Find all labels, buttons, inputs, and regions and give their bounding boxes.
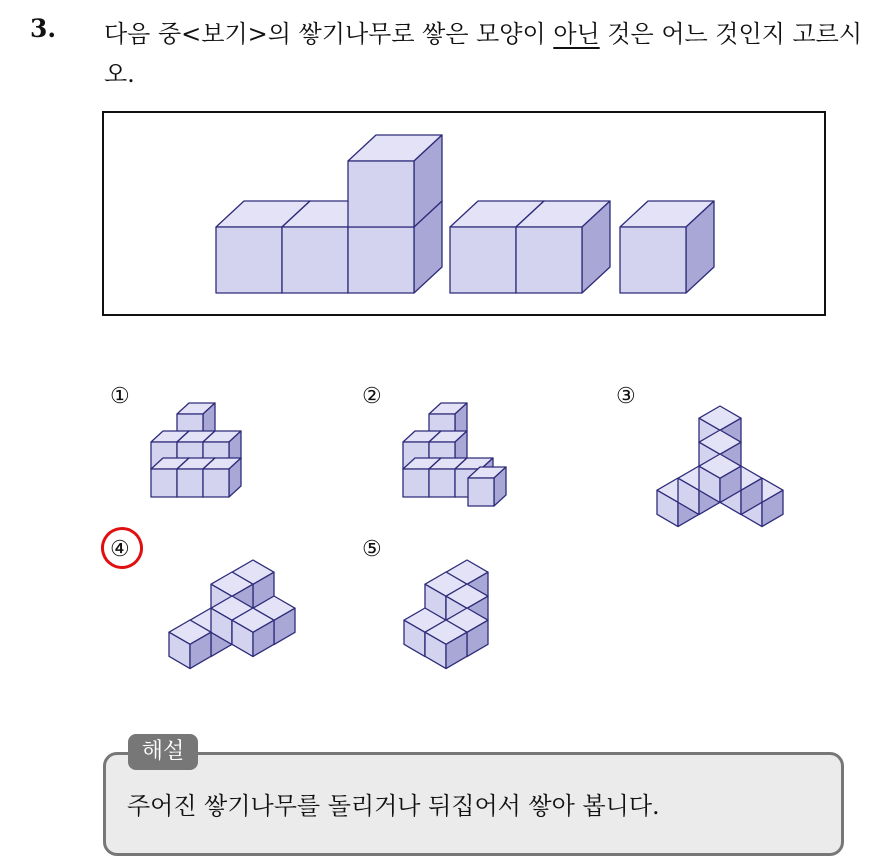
question-number: 3. xyxy=(30,14,57,43)
piece-b-cube-1-front xyxy=(450,227,516,293)
option-2-figure xyxy=(403,403,506,506)
option-5-figure xyxy=(404,560,488,669)
option-1-figure xyxy=(151,403,241,497)
example-cube-pieces xyxy=(216,135,714,293)
piece-a-cube-4-front xyxy=(348,161,414,227)
option-4-label[interactable]: ④ xyxy=(110,537,130,562)
explanation-text: 주어진 쌓기나무를 돌리거나 뒤집어서 쌓아 봅니다. xyxy=(127,792,660,820)
o2-c4-front xyxy=(403,469,429,497)
o2-c7-front xyxy=(468,478,494,506)
question-text-part2: 것은 어느 것인지 고르시오. xyxy=(104,20,863,88)
option-4-figure xyxy=(169,560,295,669)
option-5-label[interactable]: ⑤ xyxy=(362,537,382,562)
piece-b-cube-2-front xyxy=(516,227,582,293)
option-3-figure xyxy=(657,406,783,527)
option-1-label[interactable]: ① xyxy=(110,384,130,409)
o1-c5-front xyxy=(151,469,177,497)
o1-c7-front xyxy=(203,469,229,497)
o2-c5-front xyxy=(429,469,455,497)
option-2-label[interactable]: ② xyxy=(362,384,382,409)
question-text-underlined: 아닌 xyxy=(553,20,600,48)
piece-c-cube-1-front xyxy=(620,227,686,293)
o1-c6-front xyxy=(177,469,203,497)
piece-a-cube-3-front xyxy=(348,227,414,293)
piece-a-cube-1-front xyxy=(216,227,282,293)
piece-a-cube-2-front xyxy=(282,227,348,293)
question-text-part1: 다음 중<보기>의 쌓기나무로 쌓은 모양이 xyxy=(104,20,554,48)
explanation-tab: 해설 xyxy=(128,734,198,770)
option-3-label[interactable]: ③ xyxy=(616,384,636,409)
